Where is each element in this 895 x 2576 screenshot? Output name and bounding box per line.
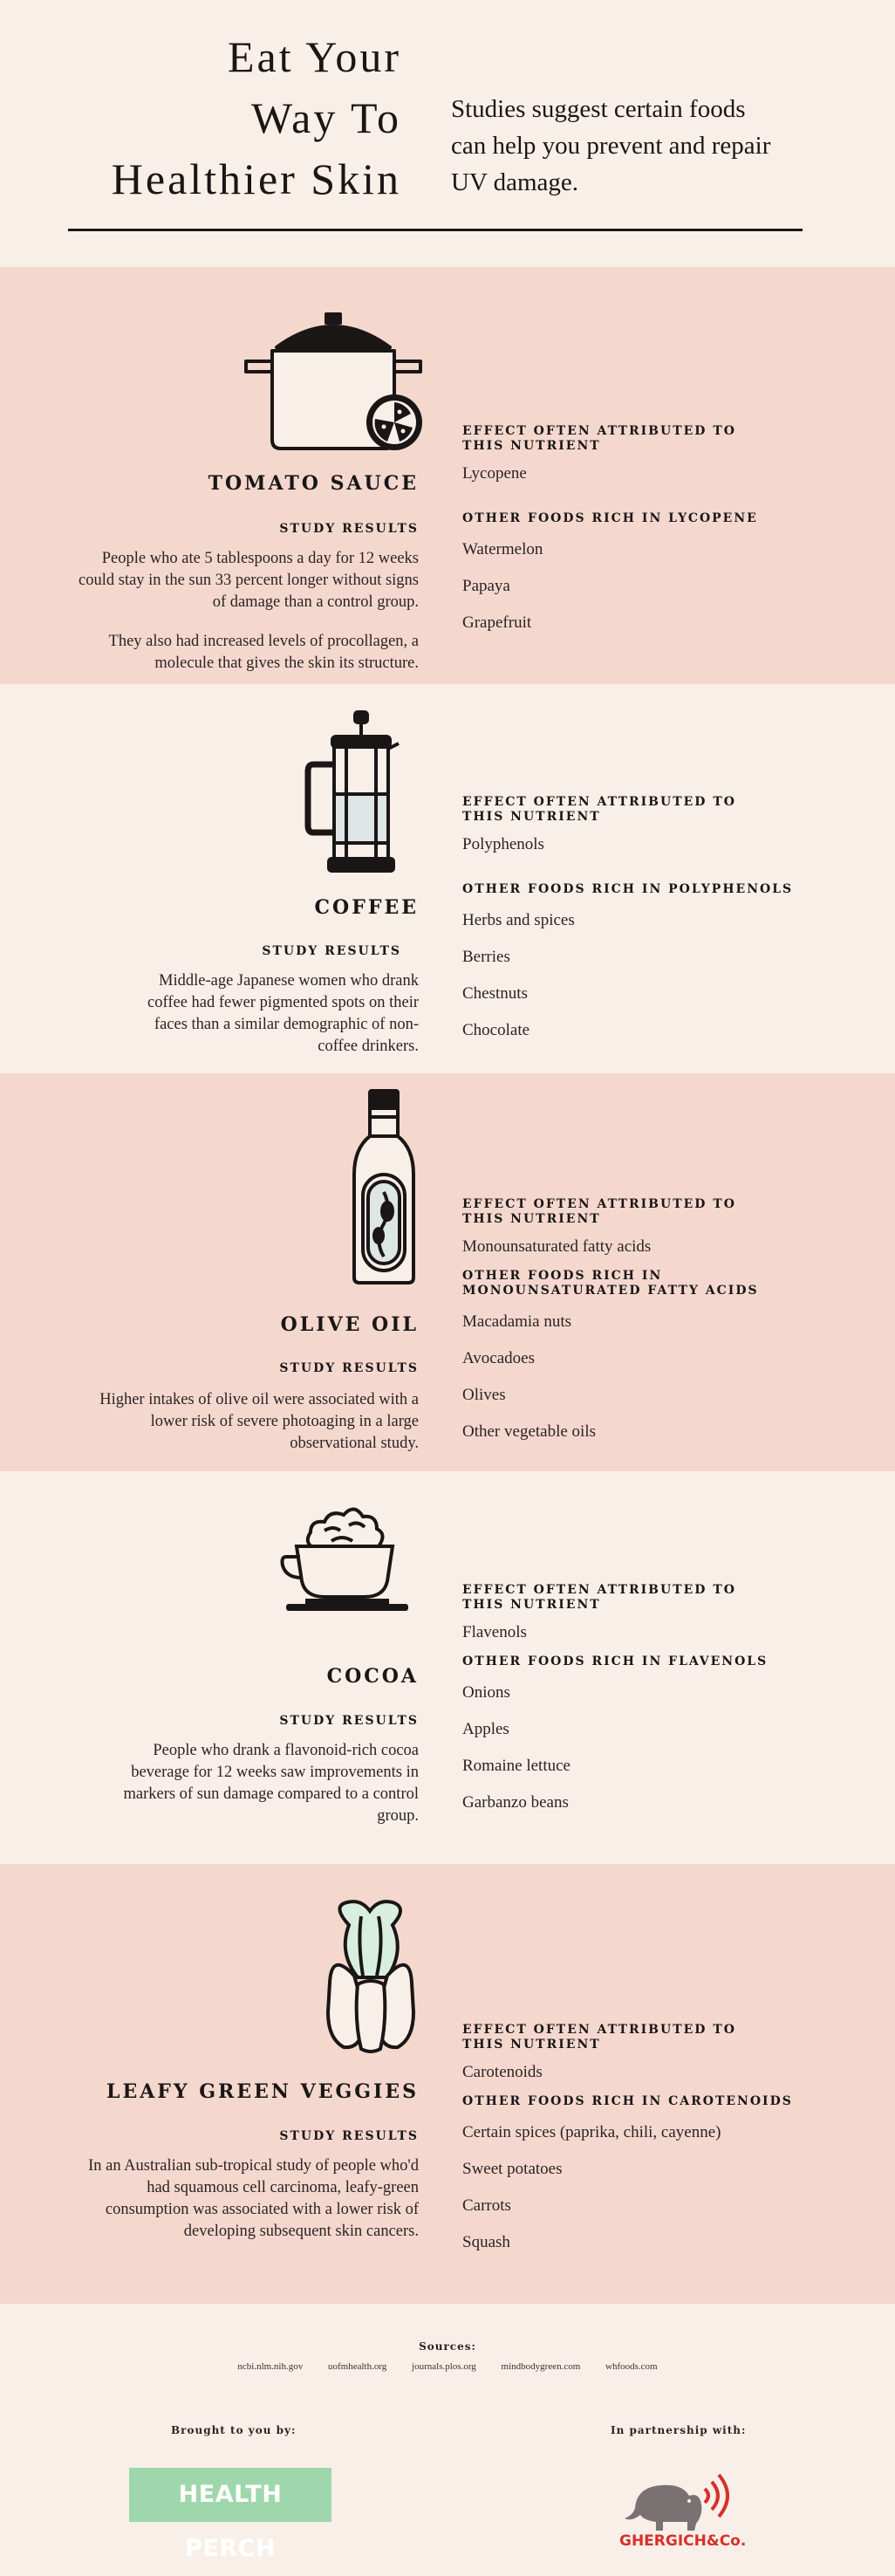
nutrient-column	[462, 424, 872, 633]
list-item: Grapefruit	[462, 613, 532, 632]
ghergich-logo-text[interactable]: GHERGICH&Co.	[619, 2532, 747, 2550]
study-text	[105, 1740, 419, 1845]
ghergich-elephant-logo-icon[interactable]	[611, 2457, 741, 2545]
nutrient-value: Polyphenols	[462, 835, 544, 853]
study-paragraph: They also had increased levels of procollagen, a molecule that gives the skin its structure.	[108, 633, 419, 672]
header	[0, 0, 895, 267]
source-link[interactable]: whfoods.com	[605, 2361, 658, 2372]
list-item: Romaine lettuce	[462, 1757, 570, 1775]
list-item: Berries	[462, 948, 510, 966]
list-item: Chocolate	[462, 1021, 530, 1039]
list-item: Apples	[462, 1720, 509, 1738]
list-item: Papaya	[462, 577, 510, 595]
french-press-icon	[301, 710, 423, 876]
food-name-olive-oil: OLIVE OIL	[280, 1313, 419, 1336]
footer	[0, 2304, 895, 2573]
list-item: Onions	[462, 1683, 510, 1702]
partnership-label: In partnership with:	[611, 2424, 747, 2436]
brought-by-label: Brought to you by:	[171, 2424, 297, 2436]
study-text	[70, 1389, 419, 1472]
study-text	[87, 2155, 419, 2260]
section-coffee	[0, 684, 895, 1073]
list-item: Olives	[462, 1386, 506, 1404]
effect-label: EFFECT OFTEN ATTRIBUTED TO THIS NUTRIENT	[462, 1197, 736, 1226]
effect-label: EFFECT OFTEN ATTRIBUTED TO THIS NUTRIENT	[462, 424, 736, 453]
health-perch-logo[interactable]: HEALTH PERCH	[129, 2468, 331, 2522]
study-results-label: STUDY RESULTS	[279, 1361, 419, 1375]
section-cocoa	[0, 1471, 895, 1864]
page-title	[112, 26, 401, 209]
study-results-label: STUDY RESULTS	[279, 522, 419, 536]
food-name-coffee: COFFEE	[314, 896, 419, 919]
study-text	[70, 548, 419, 692]
section-leafy-green-veggies	[0, 1864, 895, 2304]
list-item: Carrots	[462, 2196, 511, 2215]
food-name-tomato-sauce: TOMATO SAUCE	[208, 472, 419, 495]
sources-label: Sources:	[419, 2340, 476, 2353]
study-text	[122, 970, 419, 1075]
section-tomato-sauce	[0, 267, 895, 684]
other-foods-label: OTHER FOODS RICH IN POLYPHENOLS	[462, 882, 794, 896]
title-line-1: Eat Your	[227, 32, 401, 81]
page-subtitle: Studies suggest certain foods can help you prevent and repair UV damage.	[451, 95, 771, 196]
nutrient-column	[462, 795, 872, 1040]
food-name-cocoa: COCOA	[326, 1665, 419, 1688]
pot-with-tomato-icon	[237, 309, 447, 457]
nutrient-value: Lycopene	[462, 464, 527, 483]
other-foods-label: OTHER FOODS RICH IN CAROTENOIDS	[462, 2094, 793, 2108]
effect-label: EFFECT OFTEN ATTRIBUTED TO THIS NUTRIENT	[462, 1583, 736, 1612]
nutrient-column	[462, 2023, 872, 2252]
list-item: Sweet potatoes	[462, 2160, 563, 2178]
other-foods-label: OTHER FOODS RICH IN MONOUNSATURATED FATTY ACIDS	[462, 1269, 759, 1298]
other-foods-label: OTHER FOODS RICH IN FLAVENOLS	[462, 1655, 769, 1668]
list-item: Squash	[462, 2233, 510, 2251]
study-paragraph: People who drank a flavonoid-rich cocoa beverage for 12 weeks saw improvements in markers of sun damage compared to a control group.	[123, 1742, 419, 1825]
list-item: Garbanzo beans	[462, 1793, 569, 1812]
list-item: Watermelon	[462, 540, 543, 558]
nutrient-value: Monounsaturated fatty acids	[462, 1237, 652, 1256]
study-results-label: STUDY RESULTS	[279, 1714, 419, 1728]
effect-label: EFFECT OFTEN ATTRIBUTED TO THIS NUTRIENT	[462, 2023, 736, 2052]
bok-choy-icon	[323, 1899, 419, 2056]
study-paragraph: In an Australian sub-tropical study of people who'd had squamous cell carcinoma, leafy-green consumption was associated with a lower risk of developing subsequent skin cancers.	[88, 2157, 419, 2240]
effect-label: EFFECT OFTEN ATTRIBUTED TO THIS NUTRIENT	[462, 795, 736, 824]
list-item: Certain spices (paprika, chili, cayenne)	[462, 2123, 721, 2141]
nutrient-value: Carotenoids	[462, 2063, 543, 2081]
study-paragraph: Higher intakes of olive oil were associated with a lower risk of severe photoaging in a large observational study.	[99, 1391, 419, 1452]
cocoa-cup-icon	[279, 1490, 410, 1621]
list-item: Herbs and spices	[462, 911, 575, 929]
food-name-leafy-green-veggies: LEAFY GREEN VEGGIES	[106, 2080, 419, 2103]
other-foods-label: OTHER FOODS RICH IN LYCOPENE	[462, 511, 758, 525]
source-link[interactable]: ncbi.nlm.nih.gov	[237, 2361, 304, 2372]
sources-list	[0, 2361, 895, 2372]
title-line-2: Way To	[250, 93, 401, 142]
list-item: Avocadoes	[462, 1349, 536, 1367]
source-link[interactable]: uofmhealth.org	[327, 2361, 387, 2372]
nutrient-value: Flavenols	[462, 1623, 527, 1641]
study-results-label: STUDY RESULTS	[262, 944, 401, 958]
study-paragraph: Middle-age Japanese women who drank coffee had fewer pigmented spots on their faces than a similar demographic of non-coffee drinkers.	[147, 972, 419, 1055]
study-results-label: STUDY RESULTS	[279, 2129, 419, 2143]
header-divider	[68, 229, 803, 231]
olive-oil-bottle-icon	[349, 1087, 419, 1288]
list-item: Chestnuts	[462, 984, 528, 1003]
title-line-3: Healthier Skin	[111, 154, 401, 203]
list-item: Other vegetable oils	[462, 1422, 597, 1441]
nutrient-column	[462, 1583, 872, 1812]
source-link[interactable]: journals.plos.org	[412, 2361, 476, 2372]
source-link[interactable]: mindbodygreen.com	[501, 2361, 581, 2372]
section-olive-oil	[0, 1073, 895, 1471]
nutrient-column	[462, 1197, 872, 1442]
list-item: Macadamia nuts	[462, 1312, 572, 1331]
study-paragraph: People who ate 5 tablespoons a day for 12 weeks could stay in the sun 33 percent longer without signs of damage than a control group.	[79, 550, 419, 611]
